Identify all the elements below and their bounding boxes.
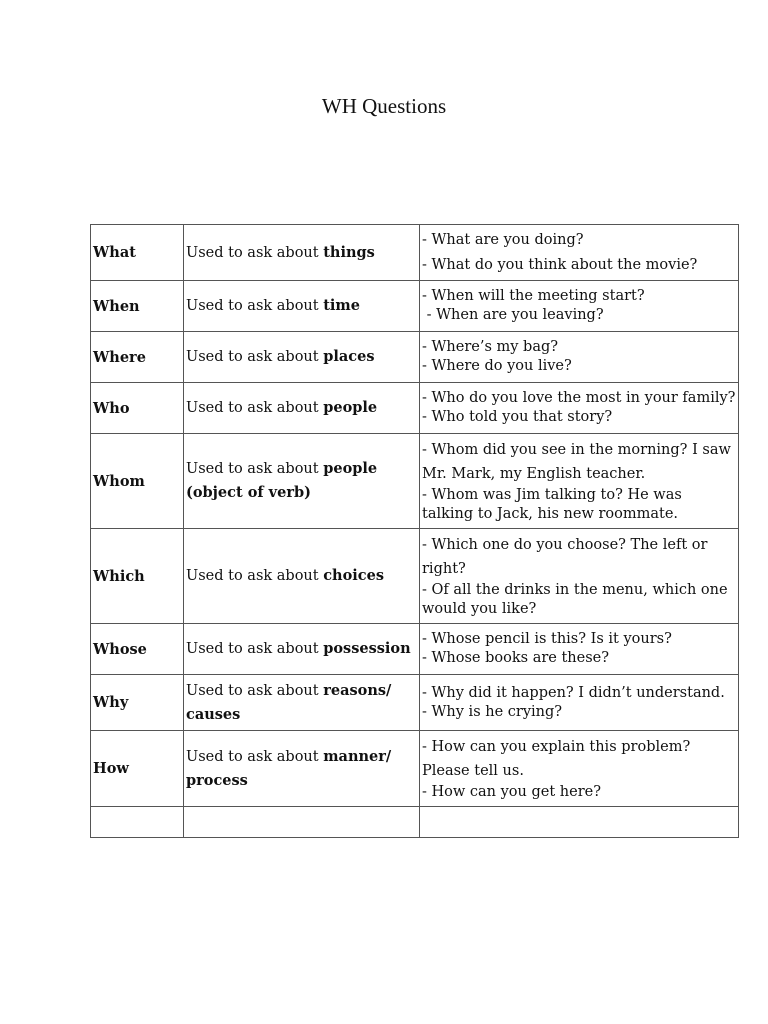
usage-keyword: reasons/ causes <box>186 681 392 723</box>
usage-cell <box>184 434 420 529</box>
examples-cell <box>420 731 739 807</box>
usage-keyword: people (object of verb) <box>186 460 378 501</box>
usage-cell <box>184 529 420 624</box>
example-line: - Why did it happen? I didn’t understand. <box>422 684 725 701</box>
examples-cell <box>420 434 739 529</box>
example-line: - Which one do you choose? The left or right? <box>422 537 708 577</box>
wh-word: Where <box>91 332 184 383</box>
example-line: - Whom was Jim talking to? He was talking to Jack, his new roommate. <box>422 487 682 522</box>
example-line: - Whose books are these? <box>422 650 609 666</box>
usage-cell <box>184 225 420 281</box>
usage-keyword: things <box>323 243 375 261</box>
usage-prefix: Used to ask about <box>186 349 324 365</box>
example-line: - Whose pencil is this? Is it yours? <box>422 631 672 647</box>
example-line: - Why is he crying? <box>422 703 563 720</box>
usage-prefix: Used to ask about <box>186 461 324 477</box>
table-row <box>91 529 739 624</box>
wh-word: Which <box>91 529 184 624</box>
table-row <box>91 675 739 731</box>
table-row <box>91 332 739 383</box>
table-row <box>91 434 739 529</box>
usage-keyword: places <box>323 348 375 365</box>
example-line: - What are you doing? <box>422 231 584 248</box>
empty-cell <box>420 807 739 838</box>
usage-cell <box>184 675 420 731</box>
examples-cell <box>420 383 739 434</box>
usage-keyword: possession <box>323 640 411 657</box>
table-row <box>91 383 739 434</box>
wh-questions-table <box>90 224 739 838</box>
examples-cell <box>420 624 739 675</box>
table-row <box>91 225 739 281</box>
table-row <box>91 731 739 807</box>
usage-cell <box>184 281 420 332</box>
usage-prefix: Used to ask about <box>186 748 324 765</box>
example-line: - When are you leaving? <box>422 307 604 323</box>
usage-prefix: Used to ask about <box>186 682 324 699</box>
usage-prefix: Used to ask about <box>186 400 324 416</box>
usage-cell <box>184 383 420 434</box>
example-line: - Who do you love the most in your family? <box>422 390 736 406</box>
example-line: - How can you explain this problem? Please tell us. <box>422 739 691 779</box>
page-title: WH Questions <box>321 94 447 118</box>
usage-prefix: Used to ask about <box>186 568 324 584</box>
usage-keyword: manner/ process <box>186 747 392 789</box>
example-line: - Of all the drinks in the menu, which one would you like? <box>422 582 728 617</box>
wh-word: Who <box>91 383 184 434</box>
usage-cell <box>184 624 420 675</box>
usage-prefix: Used to ask about <box>186 641 324 657</box>
usage-cell <box>184 332 420 383</box>
table-row <box>91 624 739 675</box>
example-line: - How can you get here? <box>422 784 601 800</box>
table-row <box>91 281 739 332</box>
example-line: - Where’s my bag? <box>422 339 559 355</box>
empty-cell <box>91 807 184 838</box>
example-line: - Whom did you see in the morning? I saw Mr. Mark, my English teacher. <box>422 442 731 482</box>
usage-keyword: choices <box>323 567 384 584</box>
examples-cell <box>420 281 739 332</box>
example-line: - Where do you live? <box>422 358 572 374</box>
usage-cell <box>184 731 420 807</box>
empty-cell <box>184 807 420 838</box>
examples-cell <box>420 675 739 731</box>
wh-word: Whom <box>91 434 184 529</box>
wh-word: Whose <box>91 624 184 675</box>
example-line: - When will the meeting start? <box>422 288 645 304</box>
usage-prefix: Used to ask about <box>186 298 324 314</box>
example-line: - What do you think about the movie? <box>422 256 698 273</box>
wh-word: Why <box>91 675 184 731</box>
usage-keyword: time <box>323 297 360 314</box>
wh-word: What <box>91 225 184 281</box>
empty-table-row <box>91 807 739 838</box>
examples-cell <box>420 225 739 281</box>
usage-prefix: Used to ask about <box>186 244 324 261</box>
wh-word: When <box>91 281 184 332</box>
usage-keyword: people <box>323 399 378 416</box>
examples-cell <box>420 332 739 383</box>
example-line: - Who told you that story? <box>422 409 613 425</box>
examples-cell <box>420 529 739 624</box>
wh-word: How <box>91 731 184 807</box>
